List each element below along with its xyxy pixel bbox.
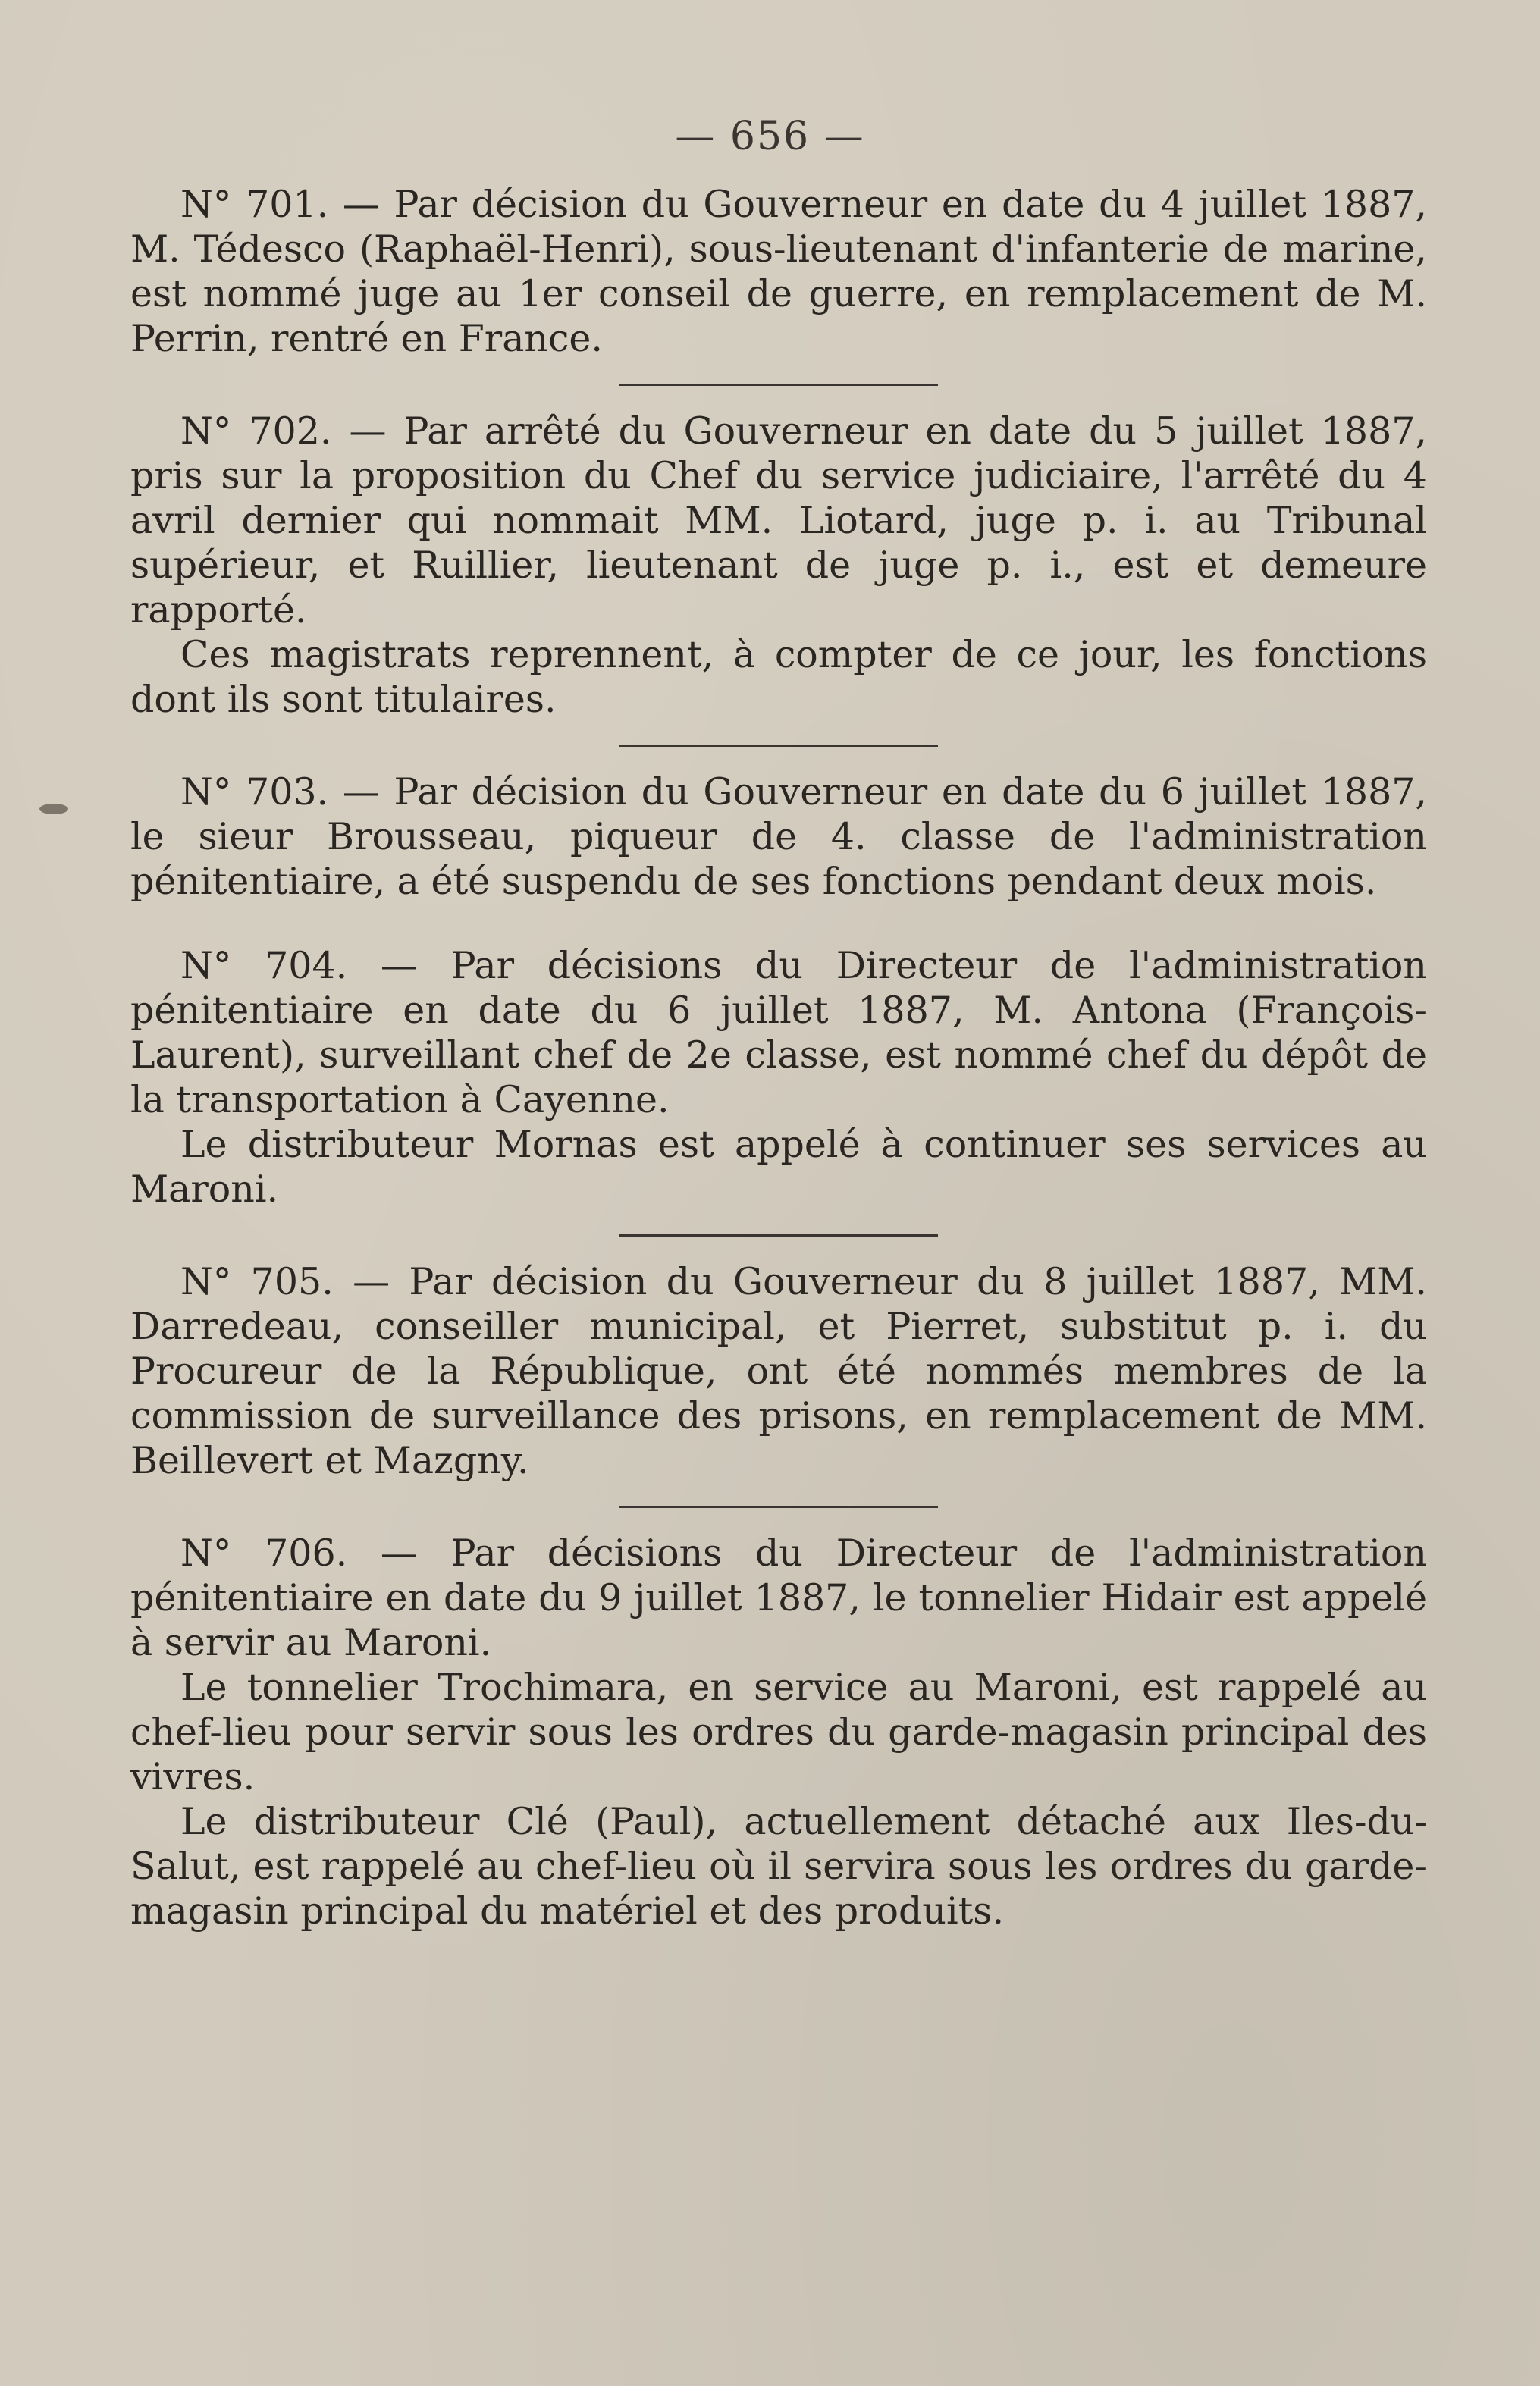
entry-706-paragraph-3: Le distributeur Clé (Paul), actuellement détaché aux Iles-du-Salut, est rappelé au chef-lieu où il servira sous les ordres du garde-magasin principal du matériel et des produits.: [130, 1800, 1427, 1933]
entry-701-paragraph-1: N° 701. — Par décision du Gouverneur en date du 4 juillet 1887, M. Tédesco (Raphaël-Henri), sous-lieutenant d'infanterie de marine, est nommé juge au 1er conseil de guerre, en remplacement de M. Perrin, rentré en France.: [130, 183, 1427, 360]
entry-703-paragraph-1: N° 703. — Par décision du Gouverneur en date du 6 juillet 1887, le sieur Brousseau, piqueur de 4. classe de l'administration pénitentiaire, a été suspendu de ses fonctions pendant deux mois.: [130, 770, 1427, 903]
entry-706-paragraph-2: Le tonnelier Trochimara, en service au Maroni, est rappelé au chef-lieu pour servir sous les ordres du garde-magasin principal des vivres.: [130, 1666, 1427, 1798]
entry-704-paragraph-1: N° 704. — Par décisions du Directeur de l'administration pénitentiaire en date du 6 juillet 1887, M. Antona (François-Laurent), surveillant chef de 2e classe, est nommé chef du dépôt de la transportation à Cayenne.: [130, 944, 1427, 1121]
entry-703: [130, 770, 1427, 904]
entry-706: [130, 1531, 1427, 1933]
entry-704-paragraph-2: Le distributeur Mornas est appelé à continuer ses services au Maroni.: [130, 1123, 1427, 1211]
document-body: [130, 182, 1427, 1933]
entry-705-paragraph-1: N° 705. — Par décision du Gouverneur du 8 juillet 1887, MM. Darredeau, conseiller municipal, et Pierret, substitut p. i. du Procureur de la République, ont été nommés membres de la commission de surveillance des prisons, en remplacement de MM. Beillevert et Mazgny.: [130, 1260, 1427, 1482]
entry-702: [130, 409, 1427, 722]
entry-704: [130, 943, 1427, 1212]
ink-smudge: [39, 804, 68, 814]
entry-705: [130, 1259, 1427, 1483]
entry-706-paragraph-1: N° 706. — Par décisions du Directeur de l'administration pénitentiaire en date du 9 juillet 1887, le tonnelier Hidair est appelé à servir au Maroni.: [130, 1532, 1427, 1664]
entry-701: [130, 182, 1427, 361]
entry-702-paragraph-2: Ces magistrats reprennent, à compter de ce jour, les fonctions dont ils sont titulaires.: [130, 633, 1427, 721]
entry-702-paragraph-1: N° 702. — Par arrêté du Gouverneur en date du 5 juillet 1887, pris sur la proposition du Chef du service judiciaire, l'arrêté du 4 avril dernier qui nommait MM. Liotard, juge p. i. au Tribunal supérieur, et Ruillier, lieutenant de juge p. i., est et demeure rapporté.: [130, 409, 1427, 632]
page-number: — 656 —: [675, 114, 865, 159]
